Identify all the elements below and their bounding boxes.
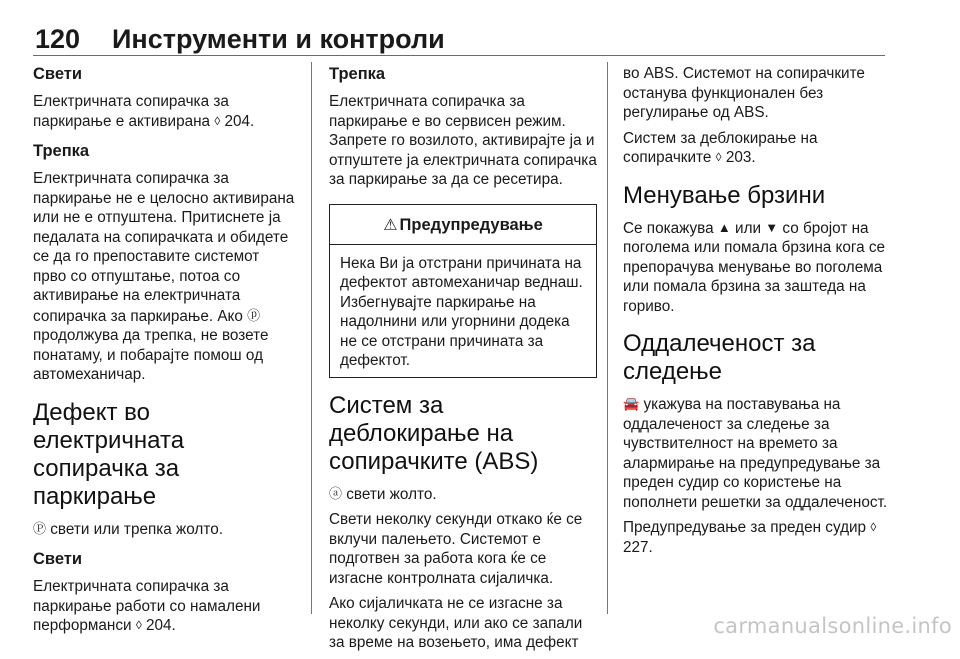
arrow-up-icon: ▲ — [717, 219, 731, 235]
paragraph: Електричната сопирачка за паркирање е во сервисен режим. Запрете го возилото, активирајте ја и отпуштете ја електричната сопирачка за паркирање за да се ресетира. — [329, 93, 597, 188]
abs-section-heading: Систем за деблокирање на сопирачките (ABS) — [329, 391, 539, 475]
fault-section-heading: Дефект во електричната сопирачка за паркирање — [33, 398, 185, 510]
paragraph: Електричната сопирачка за паркирање не е целосно активирана или не е отпуштена. Притиснете ја педалата на сопирачката и обидете се да го препоставите системот прво со отпуштање, потоа со активирање на електричната сопирачка за паркирање. Ако ⓟ продолжува да трепка, не возете понатаму, и побарајте помош од автомеханичар. — [33, 170, 295, 383]
paragraph: Предупредување за преден судир ◊ 227. — [623, 519, 877, 556]
chapter-title: Инструменти и контроли — [112, 24, 445, 54]
parking-brake-fault-icon: Ⓟ — [33, 520, 47, 536]
header-rule — [33, 55, 885, 56]
paragraph: Ⓟ свети или трепка жолто. — [33, 520, 223, 538]
section-heading-lit: Свети — [33, 65, 83, 83]
gear-shift-heading: Менување брзини — [623, 181, 826, 209]
column-1 — [33, 64, 295, 646]
paragraph: 🚘 укажува на поставувања на оддалеченост за следење за чувствителност на времето за алармирање на предупредување за преден судир со користење на пополнети решетки за оддалеченост. — [623, 396, 888, 511]
column-3 — [623, 64, 891, 567]
paragraph: Електричната сопирачка за паркирање е активирана ◊ 204. — [33, 93, 255, 130]
watermark: carmanualsonline.info — [713, 614, 952, 638]
paragraph: во ABS. Системот на сопирачките останува функционален без регулирање од ABS. — [623, 65, 865, 121]
warning-header — [330, 205, 596, 245]
paragraph: Се покажува ▲ или ▼ со бројот на поголема или помала брзина кога се препорачува менување во поголема или помала брзина за заштеда на гориво. — [623, 219, 886, 315]
page-reference-icon: ◊ — [715, 150, 722, 164]
paragraph: Свети неколку секунди откако ќе се вклучи палењето. Системот е подготвен за работа кога ќе се изгасне контролната сијаличка. — [329, 511, 583, 587]
page-reference-icon: ◊ — [135, 618, 142, 632]
page-reference-icon: ◊ — [870, 520, 877, 534]
section-heading-flash: Трепка — [33, 142, 90, 160]
section-heading-flash: Трепка — [329, 65, 386, 83]
paragraph: Систем за деблокирање на сопирачките ◊ 203. — [623, 129, 818, 166]
paragraph: Ако сијаличката не се изгасне за неколку секунди, или ако се запали за време на возењето, има дефект — [329, 595, 583, 651]
warning-icon: ⚠ — [383, 216, 398, 234]
arrow-down-icon: ▼ — [765, 219, 779, 235]
column-divider-2 — [607, 62, 608, 614]
warning-box — [329, 204, 597, 378]
warning-text: Нека Ви ја отстрани причината на дефектот автомеханичар веднаш. Избегнувајте паркирање на надолнини или угорнини додека не се отстрани причината за дефектот. — [340, 254, 583, 369]
section-heading-lit: Свети — [33, 550, 83, 568]
warning-title: Предупредување — [399, 215, 543, 234]
column-divider-1 — [311, 62, 312, 614]
page-number: 120 — [35, 24, 81, 54]
abs-icon: ⓐ — [329, 485, 343, 501]
vehicle-ahead-icon: 🚘 — [623, 396, 640, 411]
page-header — [33, 24, 885, 54]
following-distance-heading: Оддалеченост за следење — [623, 330, 816, 385]
parking-brake-icon: ⓟ — [247, 307, 261, 323]
paragraph: ⓐ свети жолто. — [329, 485, 437, 503]
paragraph: Електричната сопирачка за паркирање работи со намалени перформанси ◊ 204. — [33, 578, 261, 634]
page-reference-icon: ◊ — [214, 113, 221, 128]
column-2 — [329, 64, 597, 659]
